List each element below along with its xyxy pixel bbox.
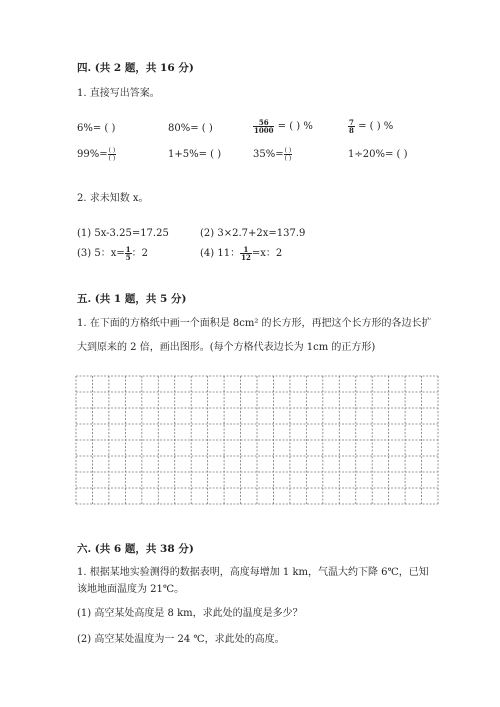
sub-question-1: (1) 高空某处高度是 8 km，求此处的温度是多少？ bbox=[77, 608, 303, 619]
question-text-line-1: 1. 根据某地实验测得的数据表明，高度每增加 1 km，气温大约下降 6℃，已知 bbox=[77, 567, 429, 578]
fraction: $\frac{7}{8}$ bbox=[349, 118, 354, 135]
equation-2: (2) 3×2.7+2x=137.9 bbox=[200, 228, 306, 239]
answer-item-1: 6%= ( ) bbox=[77, 123, 116, 134]
equation-4: (4) 11： $\frac{1}{12}$ =x：2 bbox=[200, 245, 283, 262]
question-2-title: 2. 求未知数 x。 bbox=[77, 193, 149, 204]
fraction: $\frac{( )}{( )}$ bbox=[108, 147, 116, 162]
question-text-line-2: 大到原来的 2 倍，画出图形。(每个方格代表边长为 1cm 的正方形) bbox=[77, 342, 376, 353]
answer-item-6: 1+5%= ( ) bbox=[168, 149, 222, 160]
section-4-heading: 四. (共 2 题，共 16 分) bbox=[77, 62, 194, 74]
answer-item-8: 1÷20%= ( ) bbox=[348, 149, 408, 160]
section-6-heading: 六. (共 6 题，共 38 分) bbox=[77, 543, 194, 555]
answer-item-7: 35%= $\frac{( )}{( )}$ bbox=[253, 147, 292, 162]
fraction: $\frac{( )}{( )}$ bbox=[284, 147, 292, 162]
answer-item-4: $\frac{7}{8}$ = ( ) % bbox=[349, 118, 394, 135]
section-5-heading: 五. (共 1 题，共 5 分) bbox=[77, 293, 187, 305]
fraction: $\frac{1}{5}$ bbox=[125, 245, 131, 262]
answer-item-5: 99%= $\frac{( )}{( )}$ bbox=[77, 147, 116, 162]
equation-1: (1) 5x-3.25=17.25 bbox=[77, 228, 169, 239]
sub-question-2: (2) 高空某处温度为一 24 ℃，求此处的高度。 bbox=[77, 634, 285, 645]
question-text-line-1: 1. 在下面的方格纸中画一个面积是 8cm² 的长方形，再把这个长方形的各边长扩 bbox=[77, 318, 432, 329]
fraction: $\frac{1}{12}$ bbox=[241, 245, 251, 262]
answer-item-3: $\frac{56}{1000}$ = ( ) % bbox=[254, 118, 313, 135]
grid-paper bbox=[75, 375, 439, 505]
fraction: $\frac{56}{1000}$ bbox=[254, 118, 274, 135]
question-1-title: 1. 直接写出答案。 bbox=[77, 88, 160, 99]
equation-3: (3) 5：x= $\frac{1}{5}$ ：2 bbox=[77, 245, 148, 262]
answer-item-2: 80%= ( ) bbox=[168, 123, 213, 134]
question-text-line-2: 该地地面温度为 21℃。 bbox=[77, 584, 185, 595]
